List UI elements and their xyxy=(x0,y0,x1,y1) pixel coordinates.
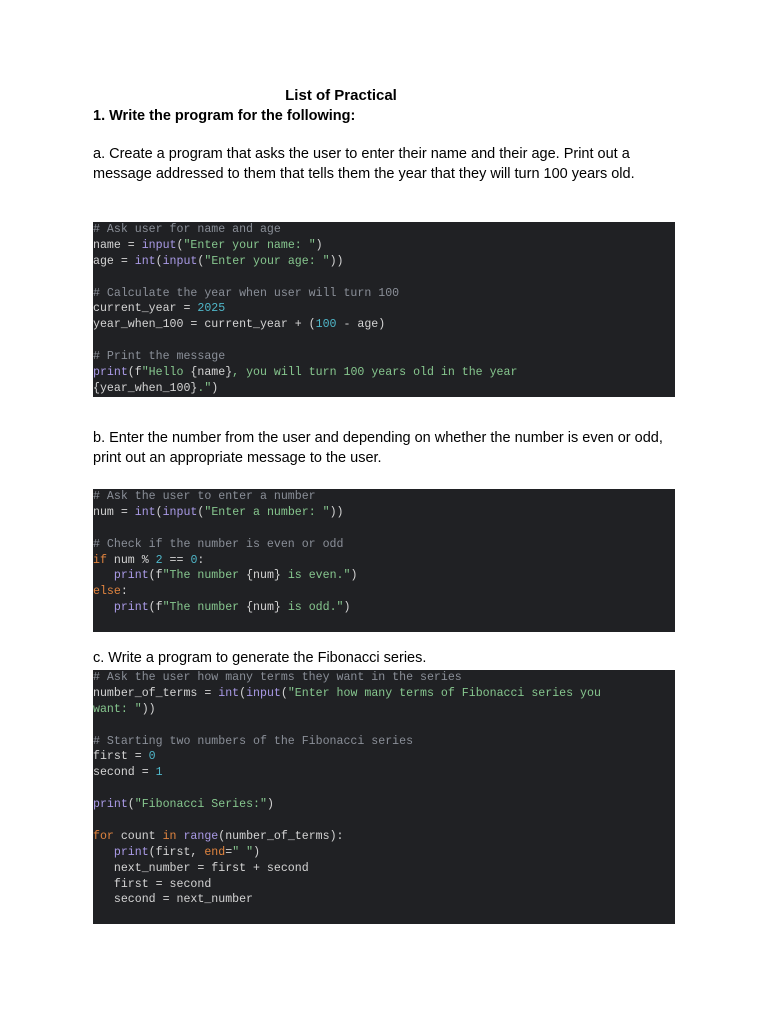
code-line xyxy=(93,286,675,302)
question-a-text: a. Create a program that asks the user to enter their name and their age. Print out a message addressed to them that tells them the year that they will turn 100 years old. xyxy=(93,146,635,182)
code-token: print xyxy=(93,798,128,812)
code-line xyxy=(93,813,675,829)
code-token: {num} xyxy=(246,569,281,583)
code-line xyxy=(93,381,675,397)
code-line xyxy=(93,317,675,333)
code-token: current_year = xyxy=(93,302,198,316)
code-line xyxy=(93,505,675,521)
code-line xyxy=(93,861,675,877)
code-line xyxy=(93,301,675,317)
code-token: is odd." xyxy=(280,601,344,615)
code-line xyxy=(93,489,675,505)
code-token: # Ask user for name and age xyxy=(93,223,281,236)
code-token: ." xyxy=(197,381,212,395)
code-line xyxy=(93,333,675,349)
code-line xyxy=(93,600,675,616)
code-token: = xyxy=(225,845,233,859)
code-token: ( xyxy=(197,254,205,268)
code-token: 0 xyxy=(190,553,198,567)
code-token: , you will turn 100 years old in the year xyxy=(232,366,518,380)
code-token: # Print the message xyxy=(93,350,226,364)
code-token xyxy=(93,601,114,614)
code-token: 2 xyxy=(155,553,163,567)
code-token: int xyxy=(134,254,156,268)
page-title: List of Practical xyxy=(285,87,397,104)
code-line xyxy=(93,797,675,813)
code-token: if xyxy=(93,553,107,567)
code-token: age = xyxy=(93,254,135,268)
code-line xyxy=(93,734,675,750)
code-token: second = next_number xyxy=(93,893,254,907)
code-token: num = xyxy=(93,505,135,519)
code-token: "Enter your age: " xyxy=(204,254,330,268)
code-token xyxy=(93,569,114,582)
code-token: print xyxy=(113,601,149,615)
code-line xyxy=(93,349,675,365)
code-token: for xyxy=(93,829,114,843)
code-line xyxy=(93,670,675,686)
code-token: input xyxy=(162,254,198,268)
code-line xyxy=(93,877,675,893)
code-token: ( xyxy=(127,798,135,812)
code-token: is even." xyxy=(280,569,351,583)
code-token: {name} xyxy=(190,366,233,380)
code-token xyxy=(93,846,114,859)
code-token: input xyxy=(246,686,281,700)
code-line xyxy=(93,749,675,765)
code-line xyxy=(93,892,675,908)
code-token: ( xyxy=(197,505,205,519)
code-token: (f xyxy=(127,366,142,380)
code-token: "Hello xyxy=(141,366,191,380)
code-token: # Ask the user to enter a number xyxy=(93,490,316,503)
code-token: print xyxy=(113,845,149,859)
code-token: 2025 xyxy=(197,302,226,316)
code-line xyxy=(93,718,675,734)
code-token: # Ask the user how many terms they want in the series xyxy=(93,671,462,684)
code-token: 0 xyxy=(148,750,156,764)
code-token: ( xyxy=(155,505,163,519)
code-token: ( xyxy=(239,686,247,700)
code-token: ) xyxy=(343,601,351,615)
code-line xyxy=(93,553,675,569)
code-token: int xyxy=(134,505,156,519)
code-token: first = xyxy=(93,750,149,764)
code-token: input xyxy=(141,238,177,252)
code-token: {num} xyxy=(246,601,281,615)
code-token: print xyxy=(93,366,128,380)
code-token: name = xyxy=(93,238,142,252)
code-token: (f xyxy=(148,569,163,583)
code-line xyxy=(93,702,675,718)
code-token: )) xyxy=(141,702,156,716)
code-line xyxy=(93,845,675,861)
code-token: "Fibonacci Series:" xyxy=(134,798,267,812)
code-token: want: " xyxy=(93,702,142,716)
code-block-c xyxy=(93,670,675,924)
code-token: in xyxy=(162,829,177,843)
code-token: count xyxy=(113,829,163,843)
code-token: ) xyxy=(253,845,261,859)
code-token: )) xyxy=(329,505,344,519)
code-line xyxy=(93,254,675,270)
code-token: ) xyxy=(315,238,323,252)
practical-heading: 1. Write the program for the following: xyxy=(93,108,356,124)
code-token: ) xyxy=(350,569,358,583)
code-line xyxy=(93,584,675,600)
code-token: " " xyxy=(232,845,254,859)
code-token: "The number xyxy=(162,569,247,583)
code-token: range xyxy=(183,829,219,843)
code-token: else xyxy=(93,585,121,599)
code-token: "Enter a number: " xyxy=(204,505,330,519)
code-block-a xyxy=(93,222,675,397)
code-token: : xyxy=(197,553,205,567)
code-token: 100 xyxy=(315,318,337,332)
code-token: second = xyxy=(93,766,156,780)
code-token: ( xyxy=(155,254,163,268)
question-b-text: b. Enter the number from the user and depending on whether the number is even or odd, print out an appropriate message to the user. xyxy=(93,430,663,466)
code-line xyxy=(93,568,675,584)
code-token: (number_of_terms): xyxy=(218,829,344,843)
code-token: number_of_terms = xyxy=(93,686,219,700)
question-c-text: c. Write a program to generate the Fibonacci series. xyxy=(93,650,427,666)
code-token: == xyxy=(162,553,191,567)
code-token: input xyxy=(162,505,198,519)
code-line xyxy=(93,765,675,781)
code-token: # Calculate the year when user will turn 100 xyxy=(93,286,400,300)
code-block-b xyxy=(93,489,675,632)
code-token: next_number = first + second xyxy=(93,861,309,875)
code-token: - age) xyxy=(336,318,386,332)
code-token: "Enter your name: " xyxy=(183,238,316,252)
code-token: : xyxy=(120,585,128,599)
code-token: num % xyxy=(106,553,156,567)
code-token: int xyxy=(218,686,240,700)
code-token: 1 xyxy=(155,766,163,780)
code-token: {year_when_100} xyxy=(93,381,198,395)
code-token: ) xyxy=(266,798,274,812)
code-line xyxy=(93,270,675,286)
code-line xyxy=(93,365,675,381)
code-token: (f xyxy=(148,601,163,615)
code-line xyxy=(93,686,675,702)
code-token: "Enter how many terms of Fibonacci series you xyxy=(287,686,601,700)
code-line xyxy=(93,829,675,845)
code-token: "The number xyxy=(162,601,247,615)
code-token: first = second xyxy=(93,877,212,891)
code-token: # Starting two numbers of the Fibonacci series xyxy=(93,734,414,748)
code-token: # Check if the number is even or odd xyxy=(93,537,344,551)
code-line xyxy=(93,222,675,238)
code-token: (first, xyxy=(148,845,205,859)
code-token: year_when_100 = current_year + ( xyxy=(93,318,316,332)
code-token: ( xyxy=(280,686,288,700)
code-line xyxy=(93,238,675,254)
code-token: ( xyxy=(176,238,184,252)
code-token: end xyxy=(204,845,226,859)
code-line xyxy=(93,521,675,537)
code-line xyxy=(93,781,675,797)
code-token: print xyxy=(113,569,149,583)
code-token: )) xyxy=(329,254,344,268)
code-token: ) xyxy=(211,381,219,395)
code-line xyxy=(93,537,675,553)
